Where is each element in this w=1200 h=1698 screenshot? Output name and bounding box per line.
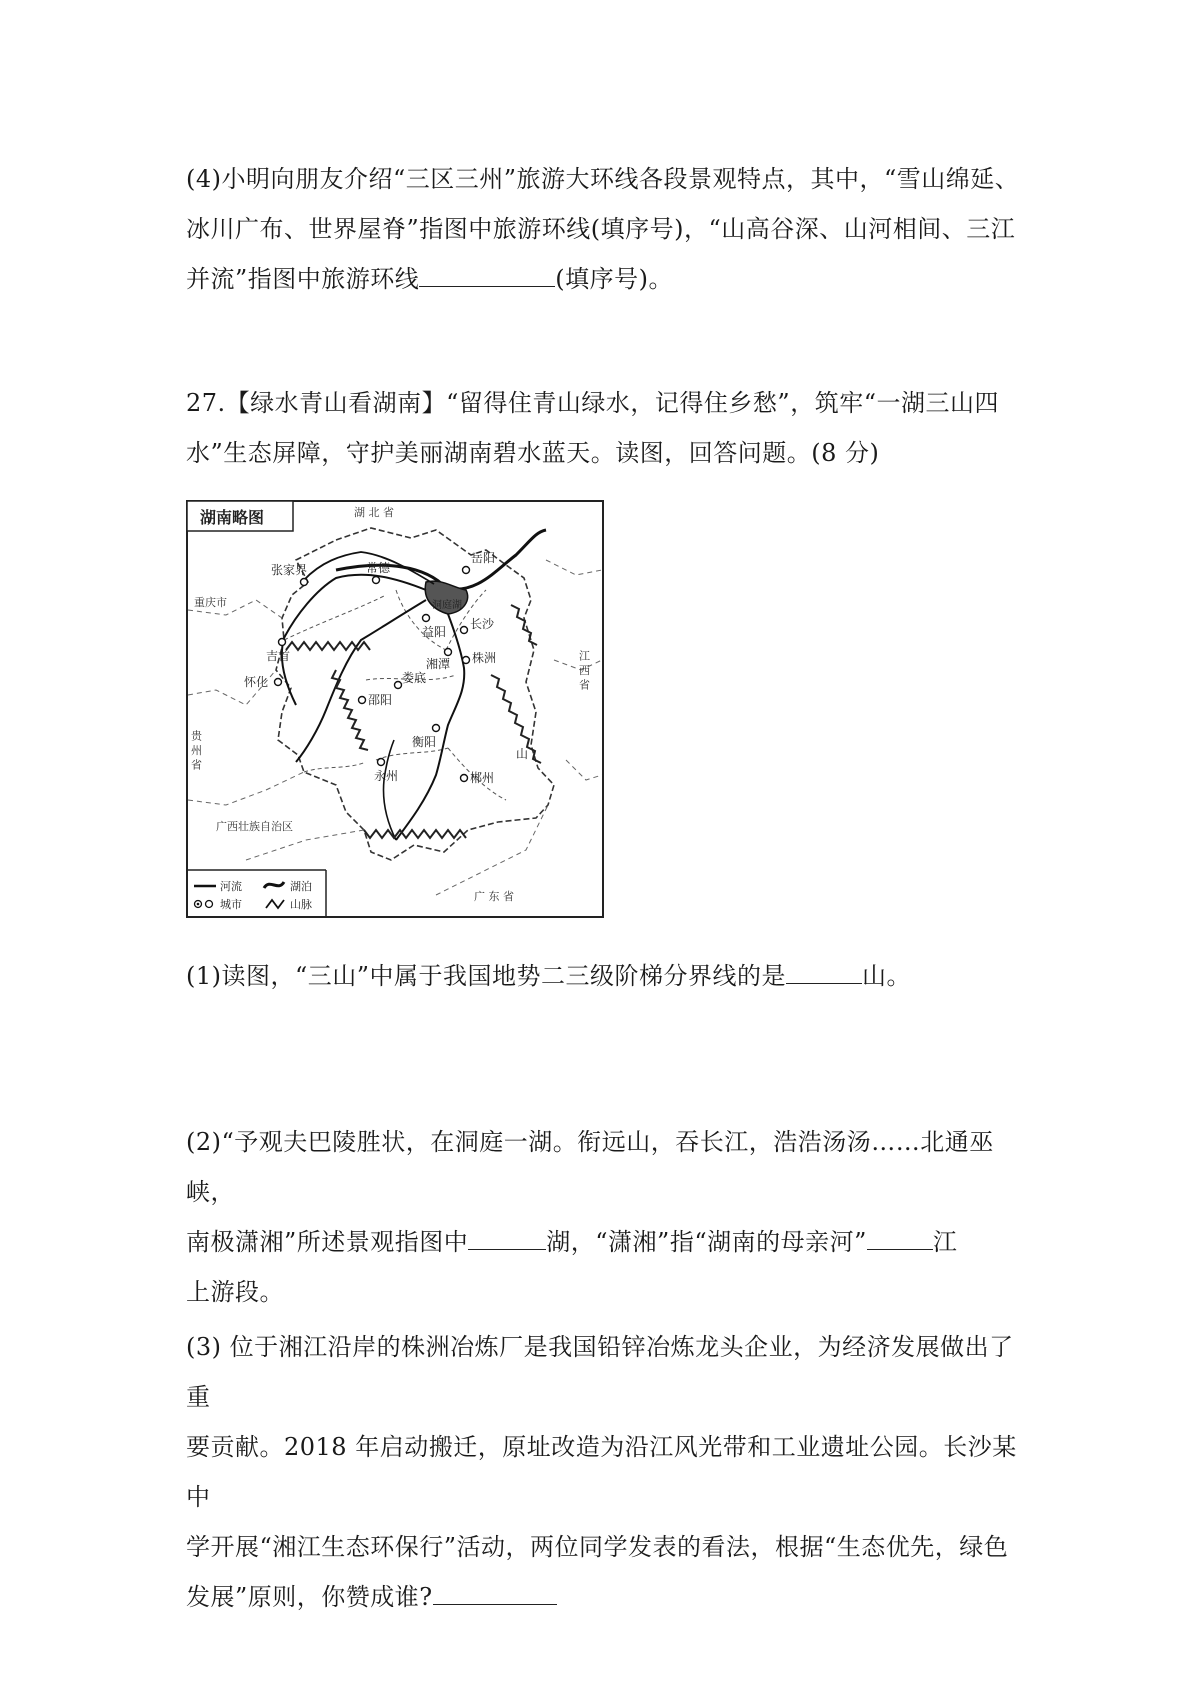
city-marker-zhangjiajie xyxy=(301,579,308,586)
label-jiangxi: 江 西 省 xyxy=(577,650,591,690)
answer-blank[interactable] xyxy=(433,1582,557,1605)
sub2-text-a: 南极潇湘”所述景观指图中 xyxy=(186,1228,469,1256)
label-guizhou: 贵 州 省 xyxy=(189,730,203,770)
sub2-text-c: 江 xyxy=(932,1228,958,1256)
q4-line-3 xyxy=(186,254,1026,304)
sub2-line-3: 上游段。 xyxy=(186,1278,284,1306)
legend-city-icon-dot xyxy=(197,903,200,906)
sub1-tail: 山。 xyxy=(862,962,912,990)
legend-lake: 湖泊 xyxy=(290,880,312,893)
subquestion-1 xyxy=(186,951,1026,1001)
city-marker-changde xyxy=(373,577,380,584)
legend-river: 河流 xyxy=(220,880,242,893)
city-label-chenzhou: 郴州 xyxy=(470,771,495,785)
question-27 xyxy=(186,378,1026,478)
sub1-line xyxy=(186,951,1026,1001)
legend-city: 城市 xyxy=(220,898,242,911)
sub2-text-b: 湖，“潇湘”指“湖南的母亲河” xyxy=(546,1228,867,1256)
city-label-changde: 常德 xyxy=(366,561,391,575)
q4-line-3-tail: (填序号)。 xyxy=(555,265,674,293)
sub3-text: 发展”原则，你赞成谁? xyxy=(186,1583,433,1611)
city-marker-zhuzhou xyxy=(463,657,470,664)
label-hubei: 湖 北 省 xyxy=(354,506,394,519)
city-marker-changsha xyxy=(461,627,468,634)
answer-blank[interactable] xyxy=(468,1227,546,1250)
city-marker-xiangtan xyxy=(445,649,452,656)
city-label-huaihua: 怀化 xyxy=(244,675,269,689)
q4-line-1: (4)小明向朋友介绍“三区三州”旅游大环线各段景观特点，其中，“雪山绵延、 xyxy=(186,165,1020,193)
subquestion-3 xyxy=(186,1322,1026,1622)
map-frame xyxy=(187,501,603,917)
city-label-xiangtan: 湘潭 xyxy=(426,657,451,671)
map-title: 湖南略图 xyxy=(200,508,265,527)
sub3-line-1: (3) 位于湘江沿岸的株洲冶炼厂是我国铅锌冶炼龙头企业，为经济发展做出了重 xyxy=(186,1333,1014,1411)
city-marker-shaoyang xyxy=(359,697,366,704)
lake-label-dongting: 洞庭湖 xyxy=(432,600,462,611)
city-label-loudi: 娄底 xyxy=(402,671,427,685)
q4-line-2: 冰川广布、世界屋脊”指图中旅游环线(填序号)，“山高谷深、山河相间、三江 xyxy=(186,215,1016,243)
answer-blank[interactable] xyxy=(419,264,555,287)
label-chongqing: 重庆市 xyxy=(194,596,227,609)
city-marker-huaihua xyxy=(275,679,282,686)
city-label-hengyang: 衡阳 xyxy=(412,735,437,749)
city-label-yongzhou: 永州 xyxy=(374,769,399,783)
city-label-shaoyang: 邵阳 xyxy=(368,693,393,707)
question-4 xyxy=(186,154,1026,304)
q4-line-3-text: 并流”指图中旅游环线 xyxy=(186,265,420,293)
city-label-zhangjiajie: 张家界 xyxy=(271,563,308,577)
answer-blank[interactable] xyxy=(786,961,862,984)
city-label-changsha: 长沙 xyxy=(470,617,495,631)
city-marker-jishou xyxy=(279,639,286,646)
city-label-zhuzhou: 株洲 xyxy=(472,651,497,665)
sub1-text: (1)读图，“三山”中属于我国地势二三级阶梯分界线的是 xyxy=(186,962,787,990)
city-marker-yiyang xyxy=(423,615,430,622)
sub2-line-2 xyxy=(186,1217,1026,1267)
sub3-line-3: 学开展“湘江生态环保行”活动，两位同学发表的看法，根据“生态优先，绿色 xyxy=(186,1533,1009,1561)
sub2-line-1: (2)“予观夫巴陵胜状，在洞庭一湖。衔远山，吞长江，浩浩汤汤……北通巫峡， xyxy=(186,1128,994,1206)
city-marker-chenzhou xyxy=(461,775,468,782)
city-label-yiyang: 益阳 xyxy=(422,625,447,639)
city-marker-yongzhou xyxy=(378,759,385,766)
sub3-line-4 xyxy=(186,1572,1026,1622)
label-guangxi: 广西壮族自治区 xyxy=(216,820,293,833)
city-label-jishou: 吉首 xyxy=(266,649,291,663)
label-guangdong: 广 东 省 xyxy=(474,890,514,903)
q27-line-1: 27.【绿水青山看湖南】“留得住青山绿水，记得住乡愁”，筑牢“一湖三山四 xyxy=(186,389,999,417)
q27-line-2: 水”生态屏障，守护美丽湖南碧水蓝天。读图，回答问题。(8 分) xyxy=(186,439,880,467)
city-marker-yueyang xyxy=(463,567,470,574)
legend-mountain: 山脉 xyxy=(290,898,312,911)
hunan-map xyxy=(186,500,604,918)
city-label-yueyang: 岳阳 xyxy=(471,551,496,565)
city-marker-hengyang xyxy=(433,725,440,732)
answer-blank[interactable] xyxy=(867,1227,933,1250)
mountain-label: 山 xyxy=(516,747,529,761)
subquestion-2 xyxy=(186,1117,1026,1317)
hunan-map-svg xyxy=(186,500,604,918)
city-marker-loudi xyxy=(395,682,402,689)
sub3-line-2: 要贡献。2018 年启动搬迁，原址改造为沿江风光带和工业遗址公园。长沙某中 xyxy=(186,1433,1017,1511)
